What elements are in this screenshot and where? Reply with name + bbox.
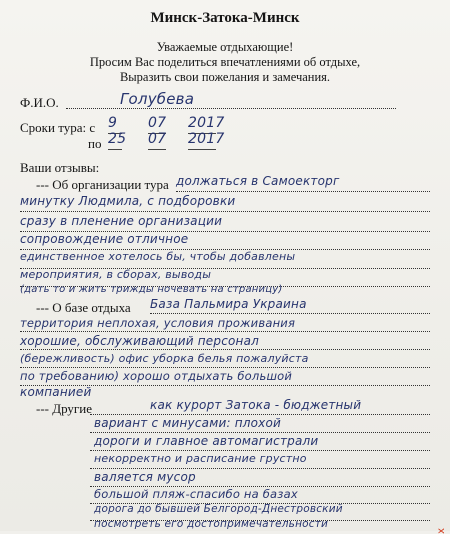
handwritten-line: должаться в Самоекторг bbox=[176, 174, 340, 188]
greeting-line: Просим Вас поделиться впечатлениями об отдыхе, bbox=[89, 55, 361, 69]
handwritten-line: дорога до бывшей Белгород-Днестровский bbox=[94, 503, 343, 515]
handwritten-line: посмотреть его достопримечательности bbox=[94, 518, 329, 530]
greeting-line: Выразить свои пожелания и замечания. bbox=[119, 70, 331, 84]
handwritten-line: минутку Людмила, с подборовки bbox=[20, 194, 236, 208]
handwritten-line: сразу в пленение организации bbox=[20, 214, 223, 228]
section-other: --- Другие bbox=[36, 401, 92, 416]
to-label: по bbox=[88, 136, 102, 151]
handwritten-line: дороги и главное автомагистрали bbox=[94, 434, 319, 448]
dates-label: Сроки тура: с bbox=[20, 120, 96, 135]
handwritten-line: (дать то и жить трижды ночевать на страницу) bbox=[20, 284, 283, 295]
name-label: Ф.И.О. bbox=[20, 95, 59, 110]
handwritten-line: компанией bbox=[20, 385, 92, 399]
greeting-line: Уважаемые отдыхающие! bbox=[156, 40, 294, 54]
date-underline bbox=[108, 149, 122, 150]
section-underline bbox=[90, 414, 430, 415]
section-underline bbox=[176, 191, 430, 192]
section-underline bbox=[20, 331, 430, 332]
reviews-label: Ваши отзывы: bbox=[20, 160, 100, 175]
handwritten-line: сопровождение отличное bbox=[20, 232, 189, 246]
handwritten-line: по требованию) хорошо отдыхать большой bbox=[20, 369, 293, 383]
section-organization: --- Об организации тура bbox=[36, 177, 169, 192]
section-underline bbox=[90, 432, 430, 433]
section-underline bbox=[20, 367, 430, 368]
handwritten-line: База Пальмира Украина bbox=[150, 297, 307, 311]
date-underline bbox=[188, 149, 216, 150]
section-underline bbox=[20, 349, 430, 350]
handwritten-line: мероприятия, в сборах, выводы bbox=[20, 268, 212, 281]
handwritten-line: валяется мусор bbox=[94, 470, 196, 484]
greeting-block bbox=[0, 40, 450, 85]
handwritten-line: большой пляж-спасибо на базах bbox=[94, 487, 298, 501]
name-underline bbox=[66, 108, 396, 109]
handwritten-line: как курорт Затока - бюджетный bbox=[150, 398, 362, 412]
form-title: Минск-Затока-Минск bbox=[150, 10, 300, 26]
handwritten-line: вариант с минусами: плохой bbox=[94, 416, 282, 430]
from-day: 9 bbox=[108, 115, 118, 131]
handwritten-line: (бережливость) офис уборка белья пожалуйста bbox=[20, 352, 309, 365]
section-underline bbox=[90, 468, 430, 469]
handwritten-line: территория неплохая, условия проживания bbox=[20, 316, 296, 330]
to-day: 25 bbox=[108, 131, 127, 147]
to-year: 2017 bbox=[188, 131, 225, 147]
section-underline bbox=[20, 211, 430, 212]
section-underline bbox=[150, 313, 430, 314]
date-underline bbox=[148, 149, 166, 150]
handwritten-line: единственное хотелось бы, чтобы добавлены bbox=[20, 250, 296, 263]
name-value: Голубева bbox=[120, 90, 195, 108]
from-year: 2017 bbox=[188, 115, 225, 131]
from-month: 07 bbox=[148, 115, 167, 131]
section-underline bbox=[90, 450, 430, 451]
section-base: --- О базе отдыха bbox=[36, 300, 131, 315]
corner-mark: x bbox=[436, 528, 447, 534]
handwritten-line: некорректно и расписание грустно bbox=[94, 452, 307, 465]
handwritten-line: хорошие, обслуживающий персонал bbox=[20, 334, 260, 348]
to-month: 07 bbox=[148, 131, 167, 147]
